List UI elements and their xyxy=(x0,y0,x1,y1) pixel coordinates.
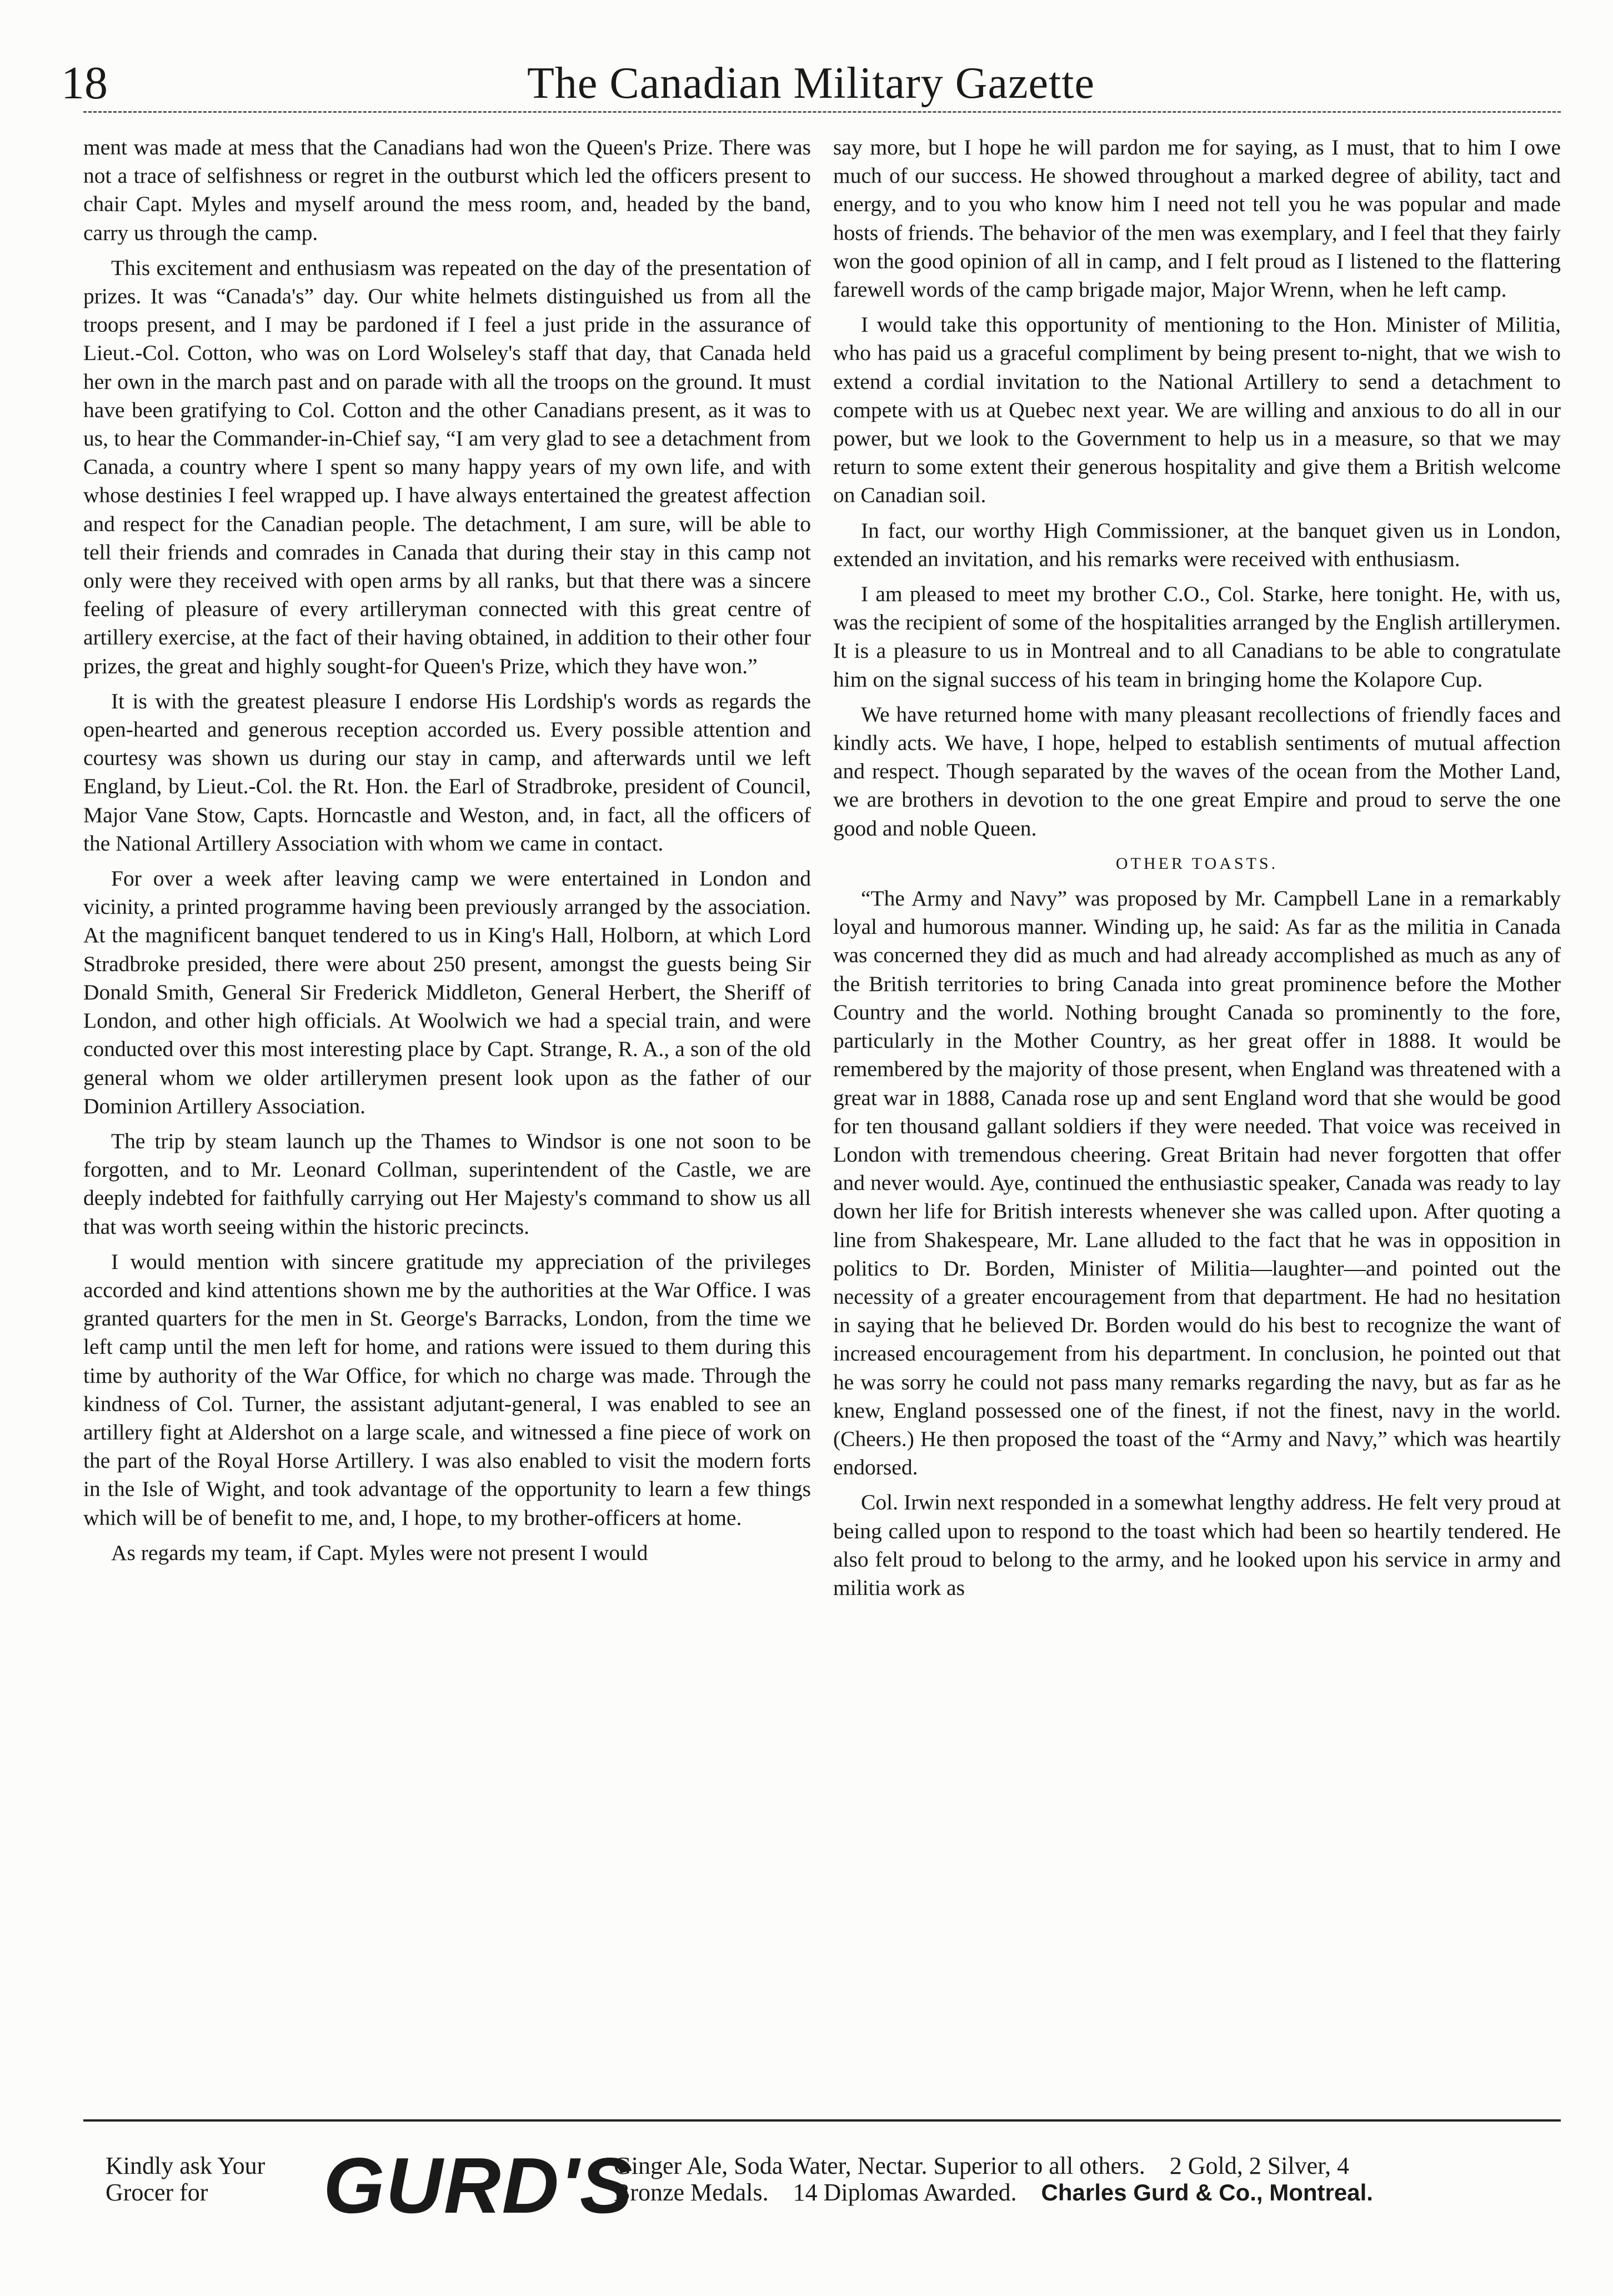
article-paragraph: For over a week after leaving camp we were entertained in London and vicinity, a printed programme having been previously arranged by the association. At the magnificent banquet tendered to us in King's Hall, Holborn, at which Lord Stradbroke presided, there were about 250 present, amongst the guests being Sir Donald Smith, General Sir Frederick Middleton, General Herbert, the Sheriff of London, and other high officials. At Woolwich we had a special train, and were conducted over this most interesting place by Capt. Strange, R. A., a son of the old general whom we older artillerymen present look upon as the father of our Dominion Artillery Association. xyxy=(83,866,811,1118)
advertisement-divider xyxy=(83,2119,1561,2122)
ad-company-name: Charles Gurd & Co., Montreal. xyxy=(1041,2179,1373,2205)
article-paragraph: “The Army and Navy” was proposed by Mr. Campbell Lane in a remarkably loyal and humorous manner. Winding up, he said: As far as the militia in Canada was concerned they did as much and had already accomplished as much as any of the British territories to bring Canada into great prominence before the Mother Country and the world. Nothing brought Canada so prominently to the fore, particularly in the Mother Country, as her great offer in 1888. It would be remembered by the majority of those present, when England was threatened with a great war in 1888, Canada rose up and sent England word that she would be good for ten thousand gallant soldiers if they were needed. That voice was received in London with tremendous cheering. Great Britain had never forgotten that offer and never would. Aye, continued the enthusiastic speaker, Canada was ready to lay down her life for British interests whenever she was called upon. After quoting a line from Shakespeare, Mr. Lane alluded to the fact that he was in opposition in politics to Dr. Borden, Minister of Militia—laughter—and pointed out the necessity of a greater encouragement from that department. He had no hesitation in saying that he believed Dr. Borden would do his best to recognize the want of increased encouragement from his department. In conclusion, he pointed out that he was sorry he could not pass many remarks regarding the navy, but as far as he knew, England possessed one of the finest, if not the finest, navy in the world. (Cheers.) He then proposed the toast of the “Army and Navy,” which was heartily endorsed. xyxy=(833,886,1561,1480)
article-paragraph: ment was made at mess that the Canadians had won the Queen's Prize. There was not a trace of selfishness or regret in the outburst which led the officers present to chair Capt. Myles and myself around the mess room, and, headed by the band, carry us through the camp. xyxy=(83,135,811,245)
left-column xyxy=(83,133,811,2111)
ad-products-line: Bronze Medals. xyxy=(614,2179,769,2206)
article-paragraph: I am pleased to meet my brother C.O., Col. Starke, here tonight. He, with us, was the recipient of some of the hospitalities arranged by the English artillerymen. It is a pleasure to us in Montreal and to all Canadians to be able to congratulate him on the signal success of his team in bringing home the Kolapore Cup. xyxy=(833,582,1561,692)
article-paragraph: Col. Irwin next responded in a somewhat lengthy address. He felt very proud at being called upon to respond to the toast which had been so heartily tendered. He also felt proud to belong to the army, and he looked upon his service in army and militia work as xyxy=(833,1490,1561,1600)
article-paragraph: say more, but I hope he will pardon me for saying, as I must, that to him I owe much of our success. He showed throughout a marked degree of ability, tact and energy, and to you who know him I need not tell you he was popular and made hosts of friends. The behavior of the men was exemplary, and I feel that they fairly won the good opinion of all in camp, and I felt proud as I listened to the flattering farewell words of the camp brigade major, Major Wrenn, when he left camp. xyxy=(833,135,1561,302)
page-header xyxy=(61,56,1561,117)
article-paragraph: As regards my team, if Capt. Myles were not present I would xyxy=(111,1540,648,1565)
page-number: 18 xyxy=(61,57,108,109)
ad-products-row xyxy=(614,2153,1558,2179)
publication-title: The Canadian Military Gazette xyxy=(527,59,1095,108)
ad-products-line: Ginger Ale, Soda Water, Nectar. Superior to all others. xyxy=(614,2152,1145,2179)
right-column xyxy=(833,133,1561,2111)
ad-brand-logo: GURD'S xyxy=(323,2142,634,2230)
ad-grocer-line: Grocer for xyxy=(106,2179,208,2206)
article-paragraph: We have returned home with many pleasant recollections of friendly faces and kindly acts. We have, I hope, helped to establish sentiments of mutual affection and respect. Though separated by the waves of the ocean from the Mother Land, we are brothers in devotion to the one great Empire and proud to serve the one good and noble Queen. xyxy=(833,702,1561,841)
ad-products-text xyxy=(614,2153,1558,2206)
ad-grocer-line: Kindly ask Your xyxy=(106,2152,266,2179)
ad-medals-line: 2 Gold, 2 Silver, 4 xyxy=(1169,2152,1350,2179)
ad-grocer-text xyxy=(106,2153,265,2206)
ad-diplomas-line: 14 Diplomas Awarded. xyxy=(793,2179,1017,2206)
article-paragraph: In fact, our worthy High Commissioner, at the banquet given us in London, extended an invitation, and his remarks were received with enthusiasm. xyxy=(833,518,1561,571)
article-paragraph: It is with the greatest pleasure I endorse His Lordship's words as regards the open-hearted and generous reception accorded us. Every possible attention and courtesy was shown us during our stay in camp, and afterwards until we left England, by Lieut.-Col. the Rt. Hon. the Earl of Stradbroke, president of Council, Major Vane Stow, Capts. Horncastle and Weston, and, in fact, all the officers of the National Artillery Association with whom we came in contact. xyxy=(83,688,811,856)
advertisement xyxy=(83,2128,1561,2239)
header-divider xyxy=(83,111,1561,113)
ad-products-row xyxy=(614,2179,1558,2206)
article-paragraph: The trip by steam launch up the Thames to Windsor is one not soon to be forgotten, and to Mr. Leonard Collman, superintendent of the Castle, we are deeply indebted for faithfully carrying out Her Majesty's command to show us all that was worth seeing within the historic precincts. xyxy=(83,1128,811,1239)
article-paragraph: This excitement and enthusiasm was repeated on the day of the presentation of prizes. It was “Canada's” day. Our white helmets distinguished us from all the troops present, and I may be pardoned if I feel a just pride in the assurance of Lieut.-Col. Cotton, who was on Lord Wolseley's staff that day, that Canada held her own in the march past and on parade with all the troops on the ground. It must have been gratifying to Col. Cotton and the other Canadians present, as it was to us, to hear the Commander-in-Chief say, “I am very glad to see a detachment from Canada, a country where I spent so many happy years of my own life, and with whose destinies I feel wrapped up. I have always entertained the greatest affection and respect for the Canadian people. The detachment, I am sure, will be able to tell their friends and comrades in Canada that during their stay in this camp not only were they received with open arms by all ranks, but that there was a sincere feeling of pleasure of every artilleryman connected with this great centre of artillery exercise, at the fact of their having obtained, in addition to their other four prizes, the great and highly sought-for Queen's Prize, which they have won.” xyxy=(83,255,811,678)
article-paragraph: I would take this opportunity of mentioning to the Hon. Minister of Militia, who has paid us a graceful compliment by being present to-night, that we wish to extend a cordial invitation to the National Artillery to send a detachment to compete with us at Quebec next year. We are willing and anxious to do all in our power, but we look to the Government to help us in a measure, so that we may return to some extent their generous hospitality and give them a British welcome on Canadian soil. xyxy=(833,312,1561,508)
article-paragraph: I would mention with sincere gratitude my appreciation of the privileges accorded and kind attentions shown me by the authorities at the War Office. I was granted quarters for the men in St. George's Barracks, London, from the time we left camp until the men left for home, and rations were issued to them during this time by authority of the War Office, for which no charge was made. Through the kindness of Col. Turner, the assistant adjutant-general, I was enabled to see an artillery fight at Aldershot on a large scale, and witnessed a fine piece of work on the part of the Royal Horse Artillery. I was also enabled to visit the modern forts in the Isle of Wight, and took advantage of the opportunity to learn a few things which will be of benefit to me, and, I hope, to my brother-officers at home. xyxy=(83,1249,811,1530)
section-heading: OTHER TOASTS. xyxy=(1115,854,1279,873)
